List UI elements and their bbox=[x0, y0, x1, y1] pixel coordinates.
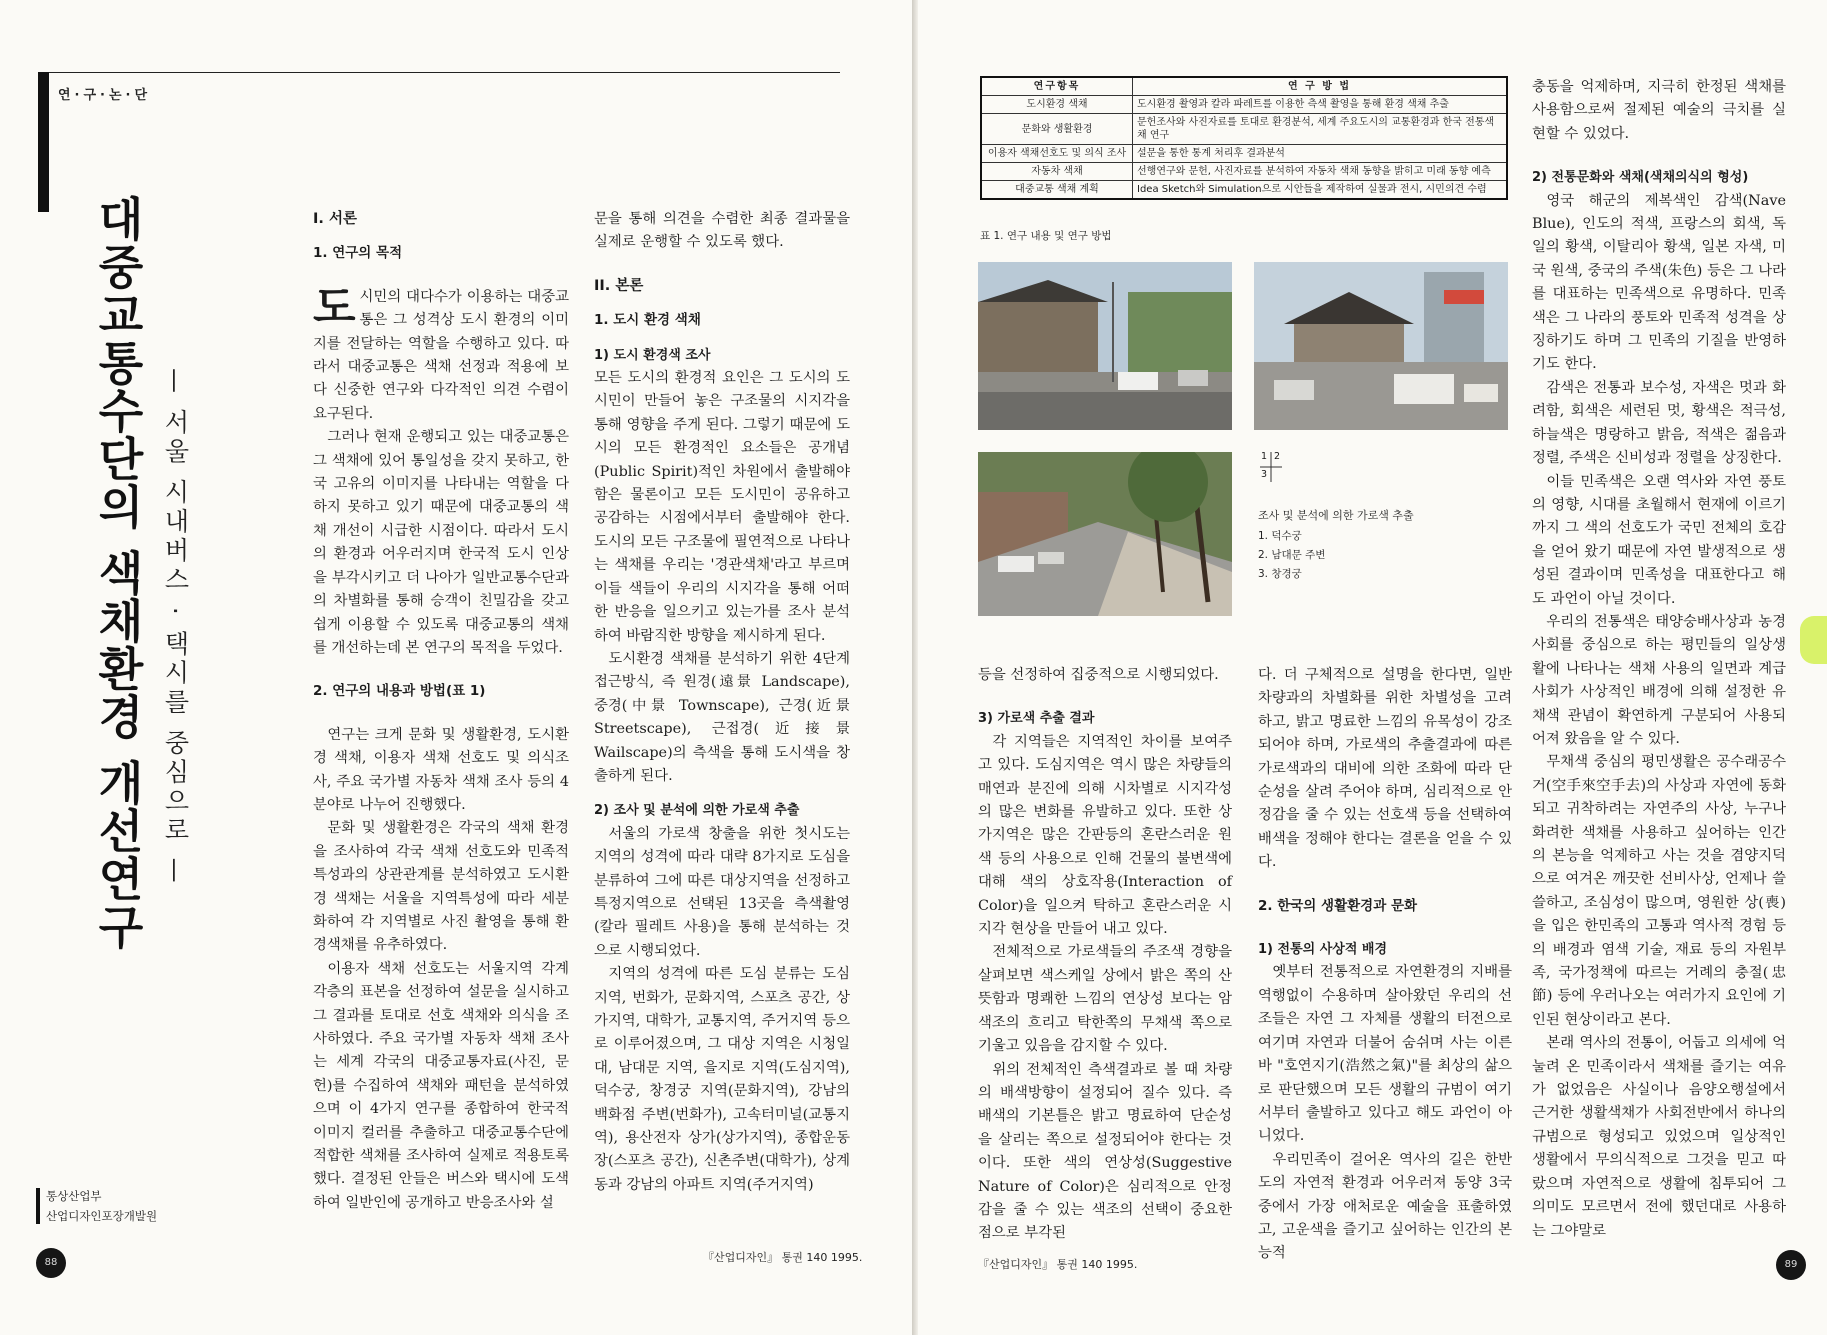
heading-tradition-background: 1) 전통의 사상적 배경 bbox=[1258, 942, 1388, 958]
photo-caption-title: 조사 및 분석에 의한 가로색 추출 bbox=[1258, 509, 1414, 522]
paragraph: 서울의 가로색 창출을 위한 첫시도는 지역의 성격에 따라 대략 8가지로 도심을 분류하여 그에 따른 대상지역을 선정하고 특정지역으로 선택된 13곳을 측색촬영(칼라 필레트 사용)을 통해 분석하는 것으로 시행되었다. bbox=[594, 825, 850, 959]
paragraph: 옛부터 전통적으로 자연환경의 지배를 역행없이 수용하며 살아왔던 우리의 선조들은 자연 그 자체를 생활의 터전으로 여기며 자연과 더불어 숨쉬며 사는 이른바 "호연지기(浩然之氣)"를 최상의 삶으로 판단했으며 모든 생활의 규범이 여기서부터 출발하고 있다고 해도 과언이 아니었다. bbox=[1258, 964, 1512, 1145]
paragraph: 도시민의 대다수가 이용하는 대중교통은 그 성격상 도시 환경의 이미지를 전달하는 역할을 수행하고 있다. 따라서 대중교통은 색채 선정과 적용에 보다 신중한 연구와 다각적인 의견 수렴이 요구된다. bbox=[313, 281, 569, 422]
article-subtitle: — 서울 시내버스 · 택시를 중심으로 — bbox=[161, 368, 190, 887]
paragraph: 문을 통해 의견을 수렴한 최종 결과물을 실제로 운행할 수 있도록 했다. bbox=[594, 211, 850, 251]
right-column-2 bbox=[1258, 664, 1512, 1266]
paragraph: 그러나 현재 운행되고 있는 대중교통은 그 색채에 있어 통일성을 갖지 못하고, 한국 고유의 이미지를 나타내는 역할을 다하지 못하고 있기 때문에 대중교통의 색채 개선이 시급한 시점이다. 따라서 도시의 환경과 어우러지며 한국적 도시 인상을 부각시키고 더 나아가 일반교통수단과의 차별화를 통해 승객이 친밀감을 갖고 쉽게 이용할 수 있도록 대중교통의 색채를 개선하는데 본 연구의 목적을 두었다. bbox=[313, 429, 569, 656]
paragraph: 등을 선정하여 집중적으로 시행되었다. bbox=[978, 667, 1219, 683]
left-column-1 bbox=[313, 208, 569, 1215]
article-title: 대중교통수단의 색채환경 개선연구 bbox=[91, 195, 145, 952]
heading-tradition-color: 2) 전통문화와 색채(색채의식의 형성) bbox=[1532, 170, 1749, 186]
heading-intro: I. 서론 bbox=[313, 211, 357, 227]
footer-bar bbox=[36, 1188, 40, 1224]
paragraph: 우리의 전통색은 태양숭배사상과 농경사회를 중심으로 하는 평민들의 일상생활에 나타나는 색채 사용의 일면과 계급사회가 사상적인 배경에 의해 설정한 유채색 관념이 확연하게 구분되어 사용되어져 왔음을 알 수 있다. bbox=[1532, 613, 1786, 747]
header-rule bbox=[38, 72, 840, 73]
heading-body: II. 본론 bbox=[594, 277, 644, 294]
heading-purpose: 1. 연구의 목적 bbox=[313, 245, 403, 262]
paragraph: 본래 역사의 전통이, 어둡고 의세에 억눌려 온 민족이라서 색채를 즐기는 여유가 없었음은 사실이나 음양오행설에서 근거한 생활색채가 사회전반에서 하나의 규범으로 형성되고 있었으며 일상적인 생활에서 무의식적으로 그것을 믿고 따랐으며 자연적으로 생활에 침투되어 그 의미도 모르면서 전에 했던대로 사용하는 그야말로 bbox=[1532, 1035, 1786, 1239]
photo-changgyeonggung bbox=[978, 452, 1232, 616]
paragraph: 감색은 전통과 보수성, 자색은 멋과 화려함, 회색은 세련된 멋, 황색은 적극성, 하늘색은 명랑하고 밝음, 적색은 젊음과 정렬, 주색은 신비성과 정렬을 상징한다. bbox=[1532, 379, 1786, 467]
paragraph: 문화 및 생활환경은 각국의 색채 환경을 조사하여 각국 색채 선호도와 민족적 특성과의 상관관계를 분석하였고 도시환경 색채는 서울을 지역특성에 따라 세분화하여 각 지역별로 사진 촬영을 통해 환경색채를 유추하였다. bbox=[313, 820, 569, 954]
paragraph: 이용자 색채 선호도는 서울지역 각계 각층의 표본을 선정하여 설문을 실시하고 그 결과를 토대로 선호 색채와 의식을 조사하였다. 주요 국가별 자동차 색채 조사는 세계 각국의 대중교통자료(사진, 문헌)를 수집하여 색채와 패턴을 분석하였으며 이 4가지 연구를 종합하여 한국적 이미지 컬러를 추출하고 대중교통수단에 적합한 색채를 조사하여 실제로 적용토록 했다. 결정된 안들은 버스와 택시에 도색하여 일반인에 공개하고 반응조사와 설 bbox=[313, 960, 569, 1211]
paragraph: 다. 더 구체적으로 설명을 한다면, 일반차량과의 차별화를 위한 차별성을 고려하고, 밝고 명료한 느낌의 유목성이 강조되어야 하며, 가로색의 추출결과에 따른 가로색과의 대비에 의한 조화에 따라 단순성을 살려 주어야 하며, 심리적으로 안정감을 줄 수 있는 선호색 등을 선택하여 배색을 정해야 한다는 결론을 얻을 수 있다. bbox=[1258, 667, 1512, 871]
photo-namdaemun bbox=[1254, 262, 1508, 430]
heading-method: 2. 연구의 내용과 방법(표 1) bbox=[313, 683, 486, 700]
photo-caption-item: 3. 창경궁 bbox=[1258, 568, 1302, 580]
heading-survey: 1) 도시 환경색 조사 bbox=[594, 347, 711, 363]
left-column-2 bbox=[594, 208, 850, 1197]
table-row: 대중교통 색채 계획 Idea Sketch와 Simulation으로 시안들을 제작하여 실물과 전시, 시민의견 수렴 bbox=[981, 181, 1507, 200]
table-row: 이용자 색채선호도 및 의식 조사 설문을 통한 통계 처리후 결과분석 bbox=[981, 145, 1507, 163]
footer-org: 통상산업부 산업디자인포장개발원 bbox=[46, 1189, 158, 1223]
table-caption: 표 1. 연구 내용 및 연구 방법 bbox=[980, 230, 1112, 242]
heading-street-result: 3) 가로색 추출 결과 bbox=[978, 711, 1095, 727]
paragraph: 모든 도시의 환경적 요인은 그 도시의 도시민이 만들어 놓은 구조물의 시지각을 통해 영향을 주게 된다. 그렇기 때문에 도시의 모든 환경적인 요소들은 공개념(Public Spirit)적인 차원에서 출발해야 함은 물론이고 모든 도시민이 공유하고 공감하는 시점에서부터 출발해야 한다. 도시의 모든 구조물에 필연적으로 나타나는 색채를 우리는 '경관색채'라고 부르며 이들 색들이 우리의 시지각을 통해 어떠한 반응을 일으키고 있는가를 조사 분석하여 바람직한 방향을 제시하게 된다. bbox=[594, 370, 850, 644]
page-number: 89 bbox=[1776, 1250, 1806, 1280]
paragraph: 도시환경 색채를 분석하기 위한 4단계 접근방식, 즉 원경(遠景 Landscape), 중경(中景 Townscape), 근경(近景 Streetscape), 근접경(近接景 Wailscape)의 측색을 통해 도시색을 창출하게 된다. bbox=[594, 650, 850, 784]
heading-korean-culture: 2. 한국의 생활환경과 문화 bbox=[1258, 897, 1418, 914]
journal-footer: 『산업디자인』 통권 140 1995. bbox=[978, 1258, 1138, 1271]
paragraph: 이들 민족색은 오랜 역사와 자연 풍토의 영향, 시대를 초월해서 현재에 이르기까지 그 색의 선호도가 국민 전체의 호감을 얻어 왔기 때문에 자연 발생적으로 생성된 결과이며 민족성을 대표한다고 해도 과언이 아닐 것이다. bbox=[1532, 473, 1786, 607]
paragraph: 연구는 크게 문화 및 생활환경, 도시환경 색채, 이용자 색채 선호도 및 의식조사, 주요 국가별 자동차 색채 조사 등의 4분야로 나누어 진행했다. bbox=[313, 726, 569, 813]
paragraph: 영국 해군의 제복색인 감색(Nave Blue), 인도의 적색, 프랑스의 회색, 독일의 황색, 이탈리아 황색, 일본 자색, 미국 원색, 중국의 주색(朱色) 등은 그 나라를 대표하는 민족색으로 유명하다. 민족색은 그 나라의 풍토와 민족적 성격을 상징하기도 하며 그 민족의 기질을 반영하기도 한다. bbox=[1532, 192, 1786, 373]
paragraph: 위의 전체적인 측색결과로 볼 때 차량의 배색방향이 설정되어 질수 있다. 즉 배색의 기본틀은 밝고 명료하여 단순성을 살리는 쪽으로 설정되어야 한다는 것이다. 또한 색의 연상성(Suggestive Nature of Color)은 심리적으로 안정감을 줄 수 있는 색조의 선택이 중요한 점으로 부각된 bbox=[978, 1061, 1232, 1242]
journal-footer: 『산업디자인』 통권 140 1995. bbox=[703, 1251, 863, 1264]
paragraph: 우리민족이 걸어온 역사의 길은 한반도의 자연적 환경과 어우러져 동양 3국 중에서 가장 애처로운 예술을 표출하였고, 고운색을 즐기고 싶어하는 인간의 본능적 bbox=[1258, 1151, 1512, 1262]
table-header-method: 연 구 방 법 bbox=[1133, 77, 1508, 96]
heading-urban-color: 1. 도시 환경 색채 bbox=[594, 312, 701, 329]
table-header-item: 연구항목 bbox=[981, 77, 1133, 96]
research-table bbox=[980, 76, 1508, 200]
accent-tab bbox=[1800, 616, 1827, 664]
left-page bbox=[0, 0, 912, 1335]
dropcap: 도 bbox=[313, 281, 356, 333]
photo-caption-item: 2. 남대문 주변 bbox=[1258, 549, 1326, 561]
photo-deoksugung bbox=[978, 262, 1232, 430]
table-row: 자동차 색채 선행연구와 문헌, 사진자료를 분석하여 자동차 색채 동향을 밝히고 미래 동향 예측 bbox=[981, 163, 1507, 181]
photo-caption-item: 1. 덕수궁 bbox=[1258, 530, 1302, 542]
paragraph: 충동을 억제하며, 지극히 한정된 색채를 사용함으로써 절제된 예술의 극치를 실현할 수 있었다. bbox=[1532, 79, 1786, 142]
photo-grid-key: 1 2 3 bbox=[1261, 451, 1281, 480]
table-row: 도시환경 색채 도시환경 촬영과 칼라 파레트를 이용한 측색 촬영을 통해 환경 색채 추출 bbox=[981, 96, 1507, 114]
section-label: 연·구·논·단 bbox=[58, 88, 152, 103]
paragraph: 전체적으로 가로색들의 주조색 경향을 살펴보면 색스케일 상에서 밝은 쪽의 산뜻함과 명쾌한 느낌의 연상성 보다는 암색조의 흐리고 탁한쪽의 무채색 쪽으로 기울고 있음을 감지할 수 있다. bbox=[978, 944, 1232, 1055]
table-header-row bbox=[981, 77, 1507, 96]
page-number: 88 bbox=[36, 1248, 66, 1278]
heading-street-color: 2) 조사 및 분석에 의한 가로색 추출 bbox=[594, 803, 800, 819]
paragraph: 무채색 중심의 평민생활은 공수래공수거(空手來空手去)의 사상과 자연에 동화되고 귀착하려는 자연주의 사상, 누구나 화려한 색채를 사용하고 싶어하는 인간의 본능을 억제하고 사는 것을 겸양지덕으로 여겨온 깨끗한 선비사상, 언제나 쓸쓸하고, 조심성이 많으며, 영원한 상(喪)을 입은 한민족의 고통과 역사적 경험 등의 배경과 염색 기술, 재료 등의 자원부족, 국가정책에 따르는 거례의 충절(忠節) 등에 우러나오는 여러가지 요인에 기인된 현상이라고 본다. bbox=[1532, 754, 1786, 1028]
paragraph: 지역의 성격에 따른 도심 분류는 도심지역, 번화가, 문화지역, 스포츠 공간, 상가지역, 대학가, 교통지역, 주거지역 등으로 이루어졌으며, 그 대상 지역은 시청일대, 남대문 지역, 을지로 지역(도심지역), 덕수궁, 창경궁 지역(문화지역), 강남의 백화점 주변(번화가), 고속터미널(교통지역), 용산전자 상가(상가지역), 종합운동장(스포츠 공간), 신촌주변(대학가), 상계동과 강남의 아파트 지역(주거지역) bbox=[594, 966, 850, 1193]
photo-caption bbox=[1258, 498, 1414, 584]
right-page bbox=[918, 0, 1827, 1335]
table-row: 문화와 생활환경 문헌조사와 사진자료를 토대로 환경분석, 세계 주요도시의 교통환경과 한국 전통색채 연구 bbox=[981, 114, 1507, 145]
right-column-1 bbox=[978, 664, 1232, 1246]
header-bar bbox=[38, 72, 49, 212]
right-column-3 bbox=[1532, 76, 1786, 1243]
paragraph: 각 지역들은 지역적인 차이를 보여주고 있다. 도심지역은 역시 많은 차량들의 매연과 분진에 의해 시차별로 시지각성의 많은 변화를 유발하고 있다. 또한 상가지역은 많은 간판등의 혼란스러운 원색 등의 사용으로 인해 건물의 불변색에 대해 색의 상호작용(Interaction of Color)을 일으켜 탁하고 혼란스러운 시지각 현상을 만들어 내고 있다. bbox=[978, 733, 1232, 938]
